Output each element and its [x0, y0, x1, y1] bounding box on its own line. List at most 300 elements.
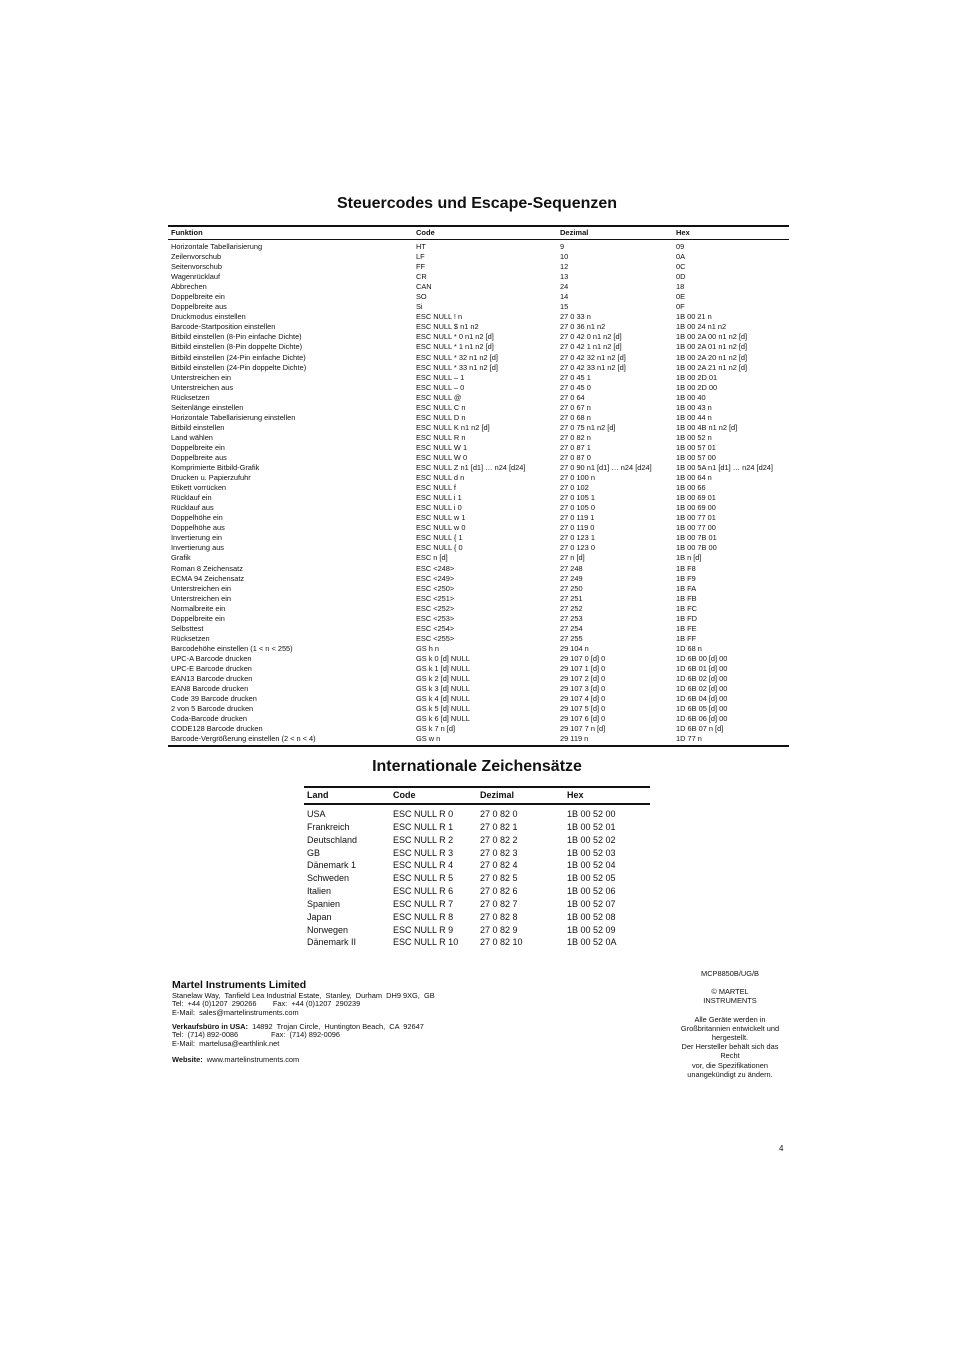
table-cell: Horizontale Tabellarisierung einstellen [171, 412, 296, 422]
table-cell: 1B 00 69 00 [676, 503, 716, 513]
table-cell: 1B F9 [676, 573, 696, 583]
table-cell: 1D 6B 00 [d] 00 [676, 653, 728, 663]
table-row [304, 819, 650, 832]
table-row [168, 392, 789, 402]
table-cell: 1B 00 52 07 [567, 898, 616, 909]
table-cell: ESC NULL f [416, 483, 456, 493]
table-cell: Komprimierte Bitbild-Grafik [171, 463, 260, 473]
table-cell: EAN8 Barcode drucken [171, 684, 249, 694]
table-cell: Bitbild einstellen (24-Pin einfache Dichte) [171, 352, 306, 362]
table-cell: 27 0 123 0 [560, 543, 595, 553]
side-notes [670, 969, 790, 1079]
table-cell: GS k 1 [d] NULL [416, 663, 470, 673]
table-cell: 29 119 n [560, 734, 589, 744]
table-row [168, 613, 789, 623]
address-line: Stanelaw Way, Tanfield Lea Industrial Estate, Stanley, Durham DH9 9XG, GB [172, 991, 435, 1000]
note-line: unangekündigt zu ändern. [687, 1069, 773, 1079]
table-cell: CODE128 Barcode drucken [171, 724, 263, 734]
table-row [168, 301, 789, 311]
table-cell: Normalbreite ein [171, 603, 226, 613]
table-cell: ESC NULL R 6 [393, 886, 454, 897]
table-cell: 1D 6B 02 [d] 00 [676, 674, 728, 684]
table-cell: EAN13 Barcode drucken [171, 674, 253, 684]
table-cell: 29 107 6 [d] 0 [560, 714, 606, 724]
table-cell: SO [416, 292, 427, 302]
table-cell: 27 0 82 5 [480, 873, 518, 884]
table-cell: ESC NULL d n [416, 473, 465, 483]
table-cell: Etikett vorrücken [171, 483, 227, 493]
table-cell: Barcode-Vergrößerung einstellen (2 < n < 4) [171, 734, 316, 744]
table-cell: ESC NULL R 10 [393, 937, 459, 948]
page-number: 4 [779, 1144, 784, 1153]
table-row [168, 673, 789, 683]
table-row [304, 922, 650, 935]
table-row [168, 251, 789, 261]
table-cell: 24 [560, 282, 569, 292]
table-cell: ESC NULL R 1 [393, 821, 454, 832]
table-cell: 1B FF [676, 633, 697, 643]
doc-id: MCP8850B/UG/B [701, 969, 759, 978]
table-cell: 27 250 [560, 583, 583, 593]
table-cell: ESC NULL i 0 [416, 503, 462, 513]
table-cell: Norwegen [307, 924, 349, 935]
table-cell: 27 0 67 n [560, 402, 591, 412]
table-cell: 27 0 87 0 [560, 452, 591, 462]
table-row [168, 723, 789, 733]
table-cell: ESC NULL * 32 n1 n2 [d] [416, 352, 498, 362]
table-cell: 1B FB [676, 593, 697, 603]
table-cell: ESC NULL R n [416, 432, 466, 442]
table-cell: 1B 00 69 01 [676, 493, 716, 503]
table-cell: 1B 00 44 n [676, 412, 712, 422]
table-cell: Drucken u. Papierzufuhr [171, 473, 251, 483]
table-cell: 1B 00 2A 01 n1 n2 [d] [676, 342, 748, 352]
table-cell: ESC NULL – 0 [416, 382, 465, 392]
copyright-line: INSTRUMENTS [703, 996, 757, 1006]
table-cell: ESC <254> [416, 623, 455, 633]
table-cell: 1B 00 52 09 [567, 924, 616, 935]
table-cell: Rücksetzen [171, 392, 210, 402]
table-row [304, 896, 650, 909]
table-cell: 10 [560, 252, 569, 262]
table-cell: 27 0 68 n [560, 412, 591, 422]
table-cell: 1B 00 24 n1 n2 [676, 322, 727, 332]
table-cell: 27 0 82 3 [480, 847, 518, 858]
table-cell: 1D 77 n [676, 734, 702, 744]
table-cell: ESC NULL R 7 [393, 898, 454, 909]
table-row [304, 870, 650, 883]
table-row [168, 653, 789, 663]
tel-fax-usa: Tel: (714) 892-0086 Fax: (714) 892-0096 [172, 1030, 341, 1040]
table-cell: 29 107 0 [d] 0 [560, 653, 606, 663]
table-cell: 29 107 5 [d] 0 [560, 704, 606, 714]
charset-table [304, 786, 650, 947]
table-cell: 27 0 82 9 [480, 924, 518, 935]
table-cell: 27 0 87 1 [560, 442, 591, 452]
table-cell: 29 107 2 [d] 0 [560, 674, 606, 684]
table-cell: 29 107 3 [d] 0 [560, 684, 606, 694]
table-cell: 1B 00 21 n [676, 312, 712, 322]
table-cell: ESC <249> [416, 573, 455, 583]
company-name: Martel Instruments Limited [172, 979, 307, 991]
table-cell: 27 0 42 32 n1 n2 [d] [560, 352, 626, 362]
table-cell: Unterstreichen aus [171, 382, 234, 392]
usa-address: 14892 Trojan Circle, Huntington Beach, CA 92647 [247, 1022, 424, 1031]
table-cell: ESC NULL K n1 n2 [d] [416, 422, 490, 432]
table-cell: 1D 6B 01 [d] 00 [676, 663, 728, 673]
note-line: hergestellt. [711, 1033, 749, 1043]
note-line: Recht [720, 1051, 740, 1061]
table-cell: 1B 00 2D 01 [676, 372, 718, 382]
table-cell: 27 251 [560, 593, 583, 603]
table-cell: Invertierung ein [171, 533, 222, 543]
table-cell: 14 [560, 292, 569, 302]
table-header [304, 786, 650, 805]
table-cell: 27 0 82 7 [480, 898, 518, 909]
table-cell: 27 0 75 n1 n2 [d] [560, 422, 616, 432]
note-line: vor, die Spezifikationen [691, 1060, 768, 1070]
column-header: Funktion [171, 228, 203, 237]
table-cell: ESC NULL R 5 [393, 873, 454, 884]
table-cell: ESC n [d] [416, 553, 448, 563]
table-cell: 29 107 7 n [d] [560, 724, 606, 734]
table-cell: GS k 6 [d] NULL [416, 714, 470, 724]
table-row [168, 713, 789, 723]
table-cell: 27 0 82 2 [480, 834, 518, 845]
table-cell: 1B 00 52 06 [567, 886, 616, 897]
table-cell: HT [416, 242, 426, 251]
table-cell: Italien [307, 886, 332, 897]
table-cell: Horizontale Tabellarisierung [171, 242, 263, 251]
table-cell: ESC <248> [416, 563, 455, 573]
table-cell: 27 254 [560, 623, 583, 633]
table-cell: 27 0 82 0 [480, 809, 518, 819]
table-row [304, 934, 650, 947]
column-header: Dezimal [480, 790, 515, 800]
table-row [168, 542, 789, 552]
table-row [168, 402, 789, 412]
table-cell: USA [307, 809, 326, 819]
table-row [168, 352, 789, 362]
table-cell: ESC NULL @ [416, 392, 462, 402]
table-cell: 27 0 105 1 [560, 493, 595, 503]
table-cell: GS k 3 [d] NULL [416, 684, 470, 694]
table-cell: GS k 5 [d] NULL [416, 704, 470, 714]
table-cell: Doppelbreite ein [171, 613, 225, 623]
table-cell: 27 0 42 0 n1 n2 [d] [560, 332, 622, 342]
table-cell: 29 104 n [560, 643, 589, 653]
table-row [168, 372, 789, 382]
table-cell: Selbsttest [171, 623, 204, 633]
table-cell: 0F [676, 302, 685, 312]
table-cell: 1B 00 52 03 [567, 847, 616, 858]
table-cell: Roman 8 Zeichensatz [171, 563, 243, 573]
table-cell: 1B 00 66 [676, 483, 706, 493]
table-cell: Zeilenvorschub [171, 252, 222, 262]
table-cell: 1B 00 5A n1 [d1] … n24 [d24] [676, 463, 773, 473]
table-cell: Bitbild einstellen (8-Pin einfache Dichte) [171, 332, 302, 342]
table-cell: GB [307, 847, 321, 858]
table-row [304, 806, 650, 819]
table-cell: 27 0 33 n [560, 312, 591, 322]
website-link[interactable]: www.martelinstruments.com [202, 1055, 300, 1064]
table-cell: 1B 00 43 n [676, 402, 712, 412]
table-cell: 1B 00 52 00 [567, 809, 616, 819]
table-cell: Unterstreichen ein [171, 583, 231, 593]
table-cell: ESC NULL R 3 [393, 847, 454, 858]
table-row [168, 432, 789, 442]
table-cell: 1B n [d] [676, 553, 702, 563]
table-cell: Coda-Barcode drucken [171, 714, 248, 724]
table-cell: Land wählen [171, 432, 213, 442]
table-cell: 2 von 5 Barcode drucken [171, 704, 254, 714]
table-cell: ESC NULL R 4 [393, 860, 454, 871]
table-row [168, 452, 789, 462]
table-cell: 1B 00 52 n [676, 432, 712, 442]
table-cell: 1B 00 2D 00 [676, 382, 718, 392]
table-row [168, 683, 789, 693]
table-cell: 27 0 64 [560, 392, 585, 402]
table-cell: GS w n [416, 734, 441, 744]
table-row [168, 532, 789, 542]
table-cell: Doppelbreite ein [171, 292, 225, 302]
table-row [168, 331, 789, 341]
table-row [168, 583, 789, 593]
table-cell: ESC NULL R 8 [393, 911, 454, 922]
table-cell: 27 0 45 1 [560, 372, 591, 382]
table-cell: GS h n [416, 643, 440, 653]
table-cell: 1B 00 2A 20 n1 n2 [d] [676, 352, 748, 362]
table-cell: Barcodehöhe einstellen (1 < n < 255) [171, 643, 293, 653]
table-cell: 27 0 119 0 [560, 523, 595, 533]
contact-block-usa [172, 1023, 424, 1048]
table-cell: 27 0 82 10 [480, 937, 523, 948]
website-label: Website: [172, 1055, 203, 1064]
table-cell: Rücklauf aus [171, 503, 214, 513]
table-row [168, 382, 789, 392]
table-cell: Seitenlänge einstellen [171, 402, 244, 412]
table-cell: ESC NULL D n [416, 412, 466, 422]
table-row [304, 832, 650, 845]
table-cell: ESC NULL W 1 [416, 442, 468, 452]
table-cell: 27 0 42 1 n1 n2 [d] [560, 342, 622, 352]
table-cell: Deutschland [307, 834, 358, 845]
table-cell: Japan [307, 911, 332, 922]
table-cell: Frankreich [307, 821, 350, 832]
table-row [304, 845, 650, 858]
table-cell: 1B F8 [676, 563, 696, 573]
table-cell: 1B 00 52 02 [567, 834, 616, 845]
table-cell: 27 0 82 8 [480, 911, 518, 922]
table-row [168, 422, 789, 432]
table-cell: 1B FD [676, 613, 697, 623]
table-cell: 1B 00 57 00 [676, 452, 716, 462]
page-title: Steuercodes und Escape-Sequenzen [336, 195, 618, 212]
table-body [168, 240, 789, 747]
table-cell: 1D 6B 05 [d] 00 [676, 704, 728, 714]
table-cell: 15 [560, 302, 569, 312]
table-cell: Doppelbreite ein [171, 442, 225, 452]
table-cell: ESC NULL w 1 [416, 513, 466, 523]
table-row [168, 281, 789, 291]
table-cell: 27 255 [560, 633, 583, 643]
table-row [168, 341, 789, 351]
table-cell: Unterstreichen ein [171, 593, 231, 603]
table-cell: 1D 68 n [676, 643, 702, 653]
table-cell: Dänemark 1 [307, 860, 357, 871]
table-cell: 27 252 [560, 603, 583, 613]
table-cell: 1D 6B 07 n [d] [676, 724, 724, 734]
table-cell: 27 0 90 n1 [d1] … n24 [d24] [560, 463, 652, 473]
table-row [168, 563, 789, 573]
table-cell: GS k 0 [d] NULL [416, 653, 470, 663]
table-cell: 1B FA [676, 583, 697, 593]
table-cell: 27 0 119 1 [560, 513, 595, 523]
table-cell: 1B 00 4B n1 n2 [d] [676, 422, 738, 432]
table-cell: Rücksetzen [171, 633, 210, 643]
table-cell: Barcode-Startposition einstellen [171, 322, 276, 332]
table-cell: 1B 00 7B 00 [676, 543, 717, 553]
table-row [168, 241, 789, 251]
table-cell: 9 [560, 242, 565, 251]
table-cell: 27 0 82 4 [480, 860, 518, 871]
table-cell: ESC NULL i 1 [416, 493, 462, 503]
website-line [172, 1056, 299, 1064]
table-cell: 27 n [d] [560, 553, 585, 563]
table-cell: 29 107 1 [d] 0 [560, 663, 606, 673]
table-cell: 27 0 100 n [560, 473, 595, 483]
table-row [304, 909, 650, 922]
table-cell: 1D 6B 02 [d] 00 [676, 684, 728, 694]
table-cell: 27 0 105 0 [560, 503, 595, 513]
table-row [304, 857, 650, 870]
table-cell: 13 [560, 272, 569, 282]
table-cell: 1B 00 64 n [676, 473, 712, 483]
table-cell: Seitenvorschub [171, 262, 222, 272]
table-cell: FF [416, 262, 426, 272]
table-row [168, 291, 789, 301]
table-cell: 1B 00 52 08 [567, 911, 616, 922]
table-row [168, 442, 789, 452]
table-row [168, 733, 789, 743]
table-cell: UPC-E Barcode drucken [171, 663, 252, 673]
table-cell: ESC NULL ! n [416, 312, 463, 322]
table-cell: ESC NULL R 0 [393, 809, 454, 819]
table-cell: ESC NULL Z n1 [d1] … n24 [d24] [416, 463, 526, 473]
table-row [304, 883, 650, 896]
table-cell: LF [416, 252, 425, 262]
table-cell: CAN [416, 282, 432, 292]
table-cell: 1B FE [676, 623, 697, 633]
table-cell: 1D 6B 06 [d] 00 [676, 714, 728, 724]
table-cell: 1D 6B 04 [d] 00 [676, 694, 728, 704]
table-cell: 27 248 [560, 563, 583, 573]
table-cell: Abbrechen [171, 282, 207, 292]
table-cell: ECMA 94 Zeichensatz [171, 573, 245, 583]
table-row [168, 502, 789, 512]
table-row [168, 643, 789, 653]
control-codes-table [168, 225, 789, 747]
table-cell: Druckmodus einstellen [171, 312, 246, 322]
table-row [168, 663, 789, 673]
table-cell: Wagenrücklauf [171, 272, 221, 282]
table-cell: 27 0 82 n [560, 432, 591, 442]
table-cell: ESC NULL – 1 [416, 372, 465, 382]
column-header: Code [393, 790, 416, 800]
table-cell: Doppelbreite aus [171, 452, 227, 462]
table-cell: ESC NULL $ n1 n2 [416, 322, 479, 332]
table-cell: 1B 00 2A 21 n1 n2 [d] [676, 362, 748, 372]
table-cell: ESC NULL * 1 n1 n2 [d] [416, 342, 494, 352]
table-cell: 0C [676, 262, 686, 272]
table-cell: ESC NULL W 0 [416, 452, 468, 462]
table-cell: ESC <251> [416, 593, 455, 603]
table-cell: 1B 00 2A 00 n1 n2 [d] [676, 332, 748, 342]
table-cell: ESC NULL R 2 [393, 834, 454, 845]
table-cell: ESC NULL * 33 n1 n2 [d] [416, 362, 498, 372]
table-row [168, 693, 789, 703]
table-cell: 27 0 45 0 [560, 382, 591, 392]
table-cell: Unterstreichen ein [171, 372, 231, 382]
table-cell: 27 0 123 1 [560, 533, 595, 543]
table-row [168, 512, 789, 522]
table-cell: 0D [676, 272, 686, 282]
table-row [168, 593, 789, 603]
table-cell: 27 0 102 [560, 483, 589, 493]
table-cell: Doppelhöhe aus [171, 523, 225, 533]
table-row [168, 522, 789, 532]
table-cell: Doppelhöhe ein [171, 513, 223, 523]
table-row [168, 703, 789, 713]
email-gb: E-Mail: sales@martelinstruments.com [172, 1007, 299, 1017]
table-cell: 27 0 36 n1 n2 [560, 322, 606, 332]
column-header: Hex [567, 790, 584, 800]
table-row [168, 412, 789, 422]
table-cell: Schweden [307, 873, 350, 884]
table-cell: ESC <255> [416, 633, 455, 643]
column-header: Dezimal [560, 228, 589, 237]
table-cell: ESC <253> [416, 613, 455, 623]
table-cell: Invertierung aus [171, 543, 224, 553]
table-cell: Rücklauf ein [171, 493, 212, 503]
table-cell: 1B 00 77 01 [676, 513, 716, 523]
note-line: Der Hersteller behält sich das [681, 1042, 779, 1052]
table-row [168, 603, 789, 613]
table-cell: 1B 00 52 04 [567, 860, 616, 871]
table-cell: CR [416, 272, 427, 282]
table-cell: GS k 2 [d] NULL [416, 674, 470, 684]
table-cell: 18 [676, 282, 685, 292]
table-cell: 1B 00 52 01 [567, 821, 616, 832]
note-line: Alle Geräte werden in [694, 1014, 766, 1024]
table-cell: 1B 00 77 00 [676, 523, 716, 533]
table-cell: 1B 00 52 0A [567, 937, 617, 948]
table-cell: 27 253 [560, 613, 583, 623]
table-cell: Doppelbreite aus [171, 302, 227, 312]
column-header: Land [307, 790, 329, 800]
table-cell: ESC NULL C n [416, 402, 466, 412]
table-cell: ESC NULL { 1 [416, 533, 463, 543]
table-cell: 1B 00 57 01 [676, 442, 716, 452]
contact-block-gb [172, 992, 435, 1017]
table-cell: ESC <252> [416, 603, 455, 613]
table-cell: 27 249 [560, 573, 583, 583]
table-row [168, 623, 789, 633]
table-row [168, 633, 789, 643]
table-row [168, 552, 789, 562]
table-cell: Dänemark II [307, 937, 357, 948]
table-row [168, 271, 789, 281]
